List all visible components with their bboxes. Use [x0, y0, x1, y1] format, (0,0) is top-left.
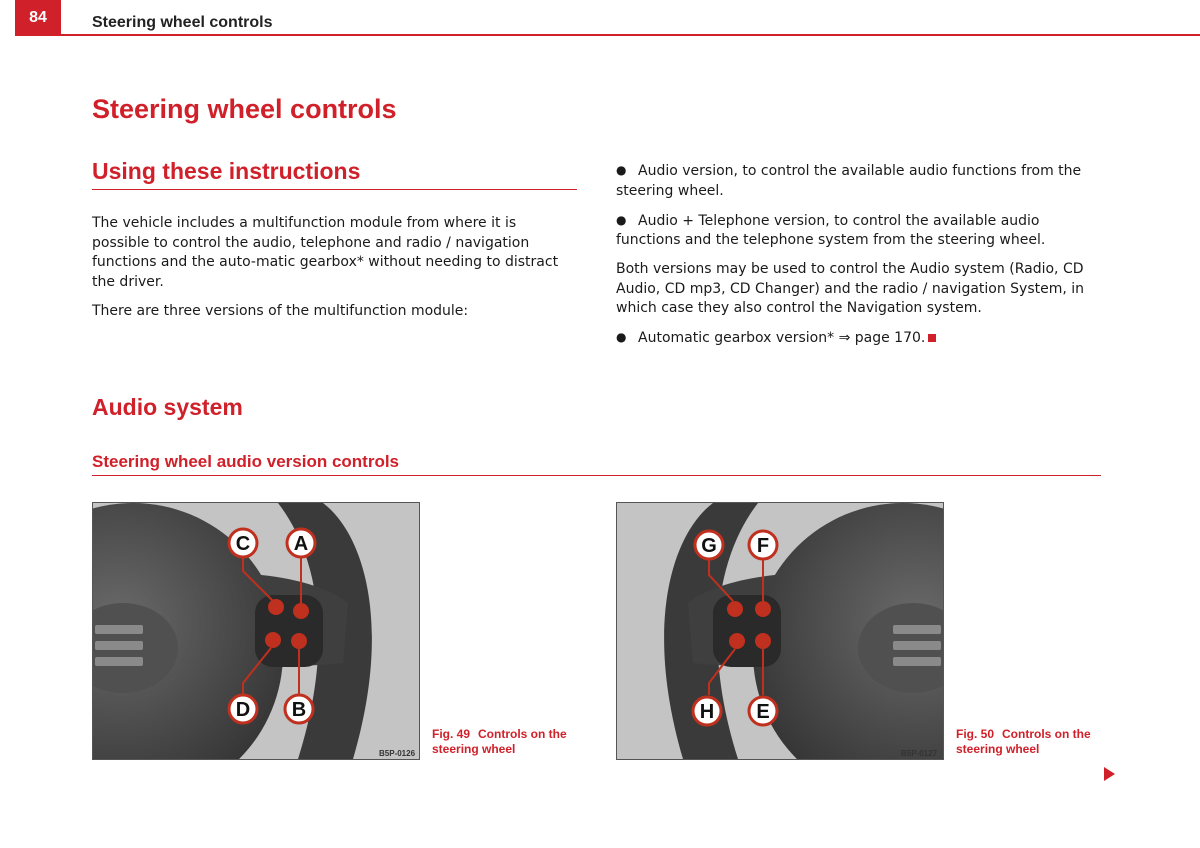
caption-text: Controls on the steering wheel — [432, 727, 567, 756]
callout-b — [285, 695, 313, 723]
running-title: Steering wheel controls — [92, 14, 273, 31]
callout-d — [229, 695, 257, 723]
callout-e — [749, 697, 777, 725]
paragraph-versions: There are three versions of the multifunction module: — [92, 302, 469, 319]
svg-text:B: B — [291, 699, 307, 721]
callout-c — [229, 529, 257, 557]
callout-h — [693, 697, 721, 725]
figure-label: Fig. 49 — [432, 727, 471, 741]
caption-text: Controls on the steering wheel — [956, 727, 1091, 756]
subsection-heading: Steering wheel audio version controls — [92, 452, 1101, 476]
bullet-icon: ● — [616, 330, 627, 344]
end-of-section-icon — [928, 334, 936, 342]
svg-text:C: C — [235, 533, 251, 555]
section-heading-using: Using these instructions — [92, 158, 577, 190]
steering-wheel-illustration-left — [93, 503, 419, 759]
svg-text:D: D — [235, 699, 251, 721]
section-heading-audio: Audio system — [92, 394, 243, 420]
figure-code: B5P-0126 — [379, 749, 416, 758]
bullet-automatic-gearbox — [616, 328, 1102, 349]
svg-text:E: E — [756, 701, 770, 723]
bullet-text: Audio + Telephone version, to control the available audio functions and the telephone system from the steering wheel. — [616, 212, 1046, 248]
page-number: 84 — [15, 0, 61, 36]
page-title: Steering wheel controls — [92, 94, 397, 124]
bullet-audio-version — [616, 161, 1102, 201]
bullet-icon: ● — [616, 163, 627, 177]
left-column — [92, 214, 577, 331]
figure-49-image — [92, 502, 420, 760]
figure-49-caption — [432, 727, 582, 757]
callout-a — [287, 529, 315, 557]
paragraph-both-versions: Both versions may be used to control the Audio system (Radio, CD Audio, CD mp3, CD Changer) and the radio / navigation System, in which case they also control the Navigation system. — [616, 261, 1085, 316]
callout-f — [749, 531, 777, 559]
bullet-text: Audio version, to control the available audio functions from the steering wheel. — [616, 163, 1082, 199]
svg-text:F: F — [756, 535, 770, 557]
svg-text:G: G — [701, 535, 717, 557]
paragraph-intro: The vehicle includes a multifunction module from where it is possible to control the audio, telephone and radio / navigation functions and the auto-matic gearbox* without needing to distract the driver. — [92, 215, 559, 290]
steering-wheel-illustration-right — [617, 503, 943, 759]
svg-text:A: A — [293, 533, 309, 555]
header-rule — [61, 34, 1200, 36]
bullet-audio-telephone-version — [616, 211, 1102, 251]
next-page-arrow-icon[interactable] — [1104, 767, 1115, 781]
right-column — [616, 161, 1102, 358]
figure-50-image — [616, 502, 944, 760]
figure-label: Fig. 50 — [956, 727, 995, 741]
bullet-text[interactable]: Automatic gearbox version* ⇒ page 170. — [638, 330, 926, 346]
svg-text:H: H — [699, 701, 715, 723]
bullet-icon: ● — [616, 212, 627, 227]
figure-code: B5P-0127 — [901, 749, 938, 758]
figure-50-caption — [956, 727, 1106, 757]
callout-g — [695, 531, 723, 559]
